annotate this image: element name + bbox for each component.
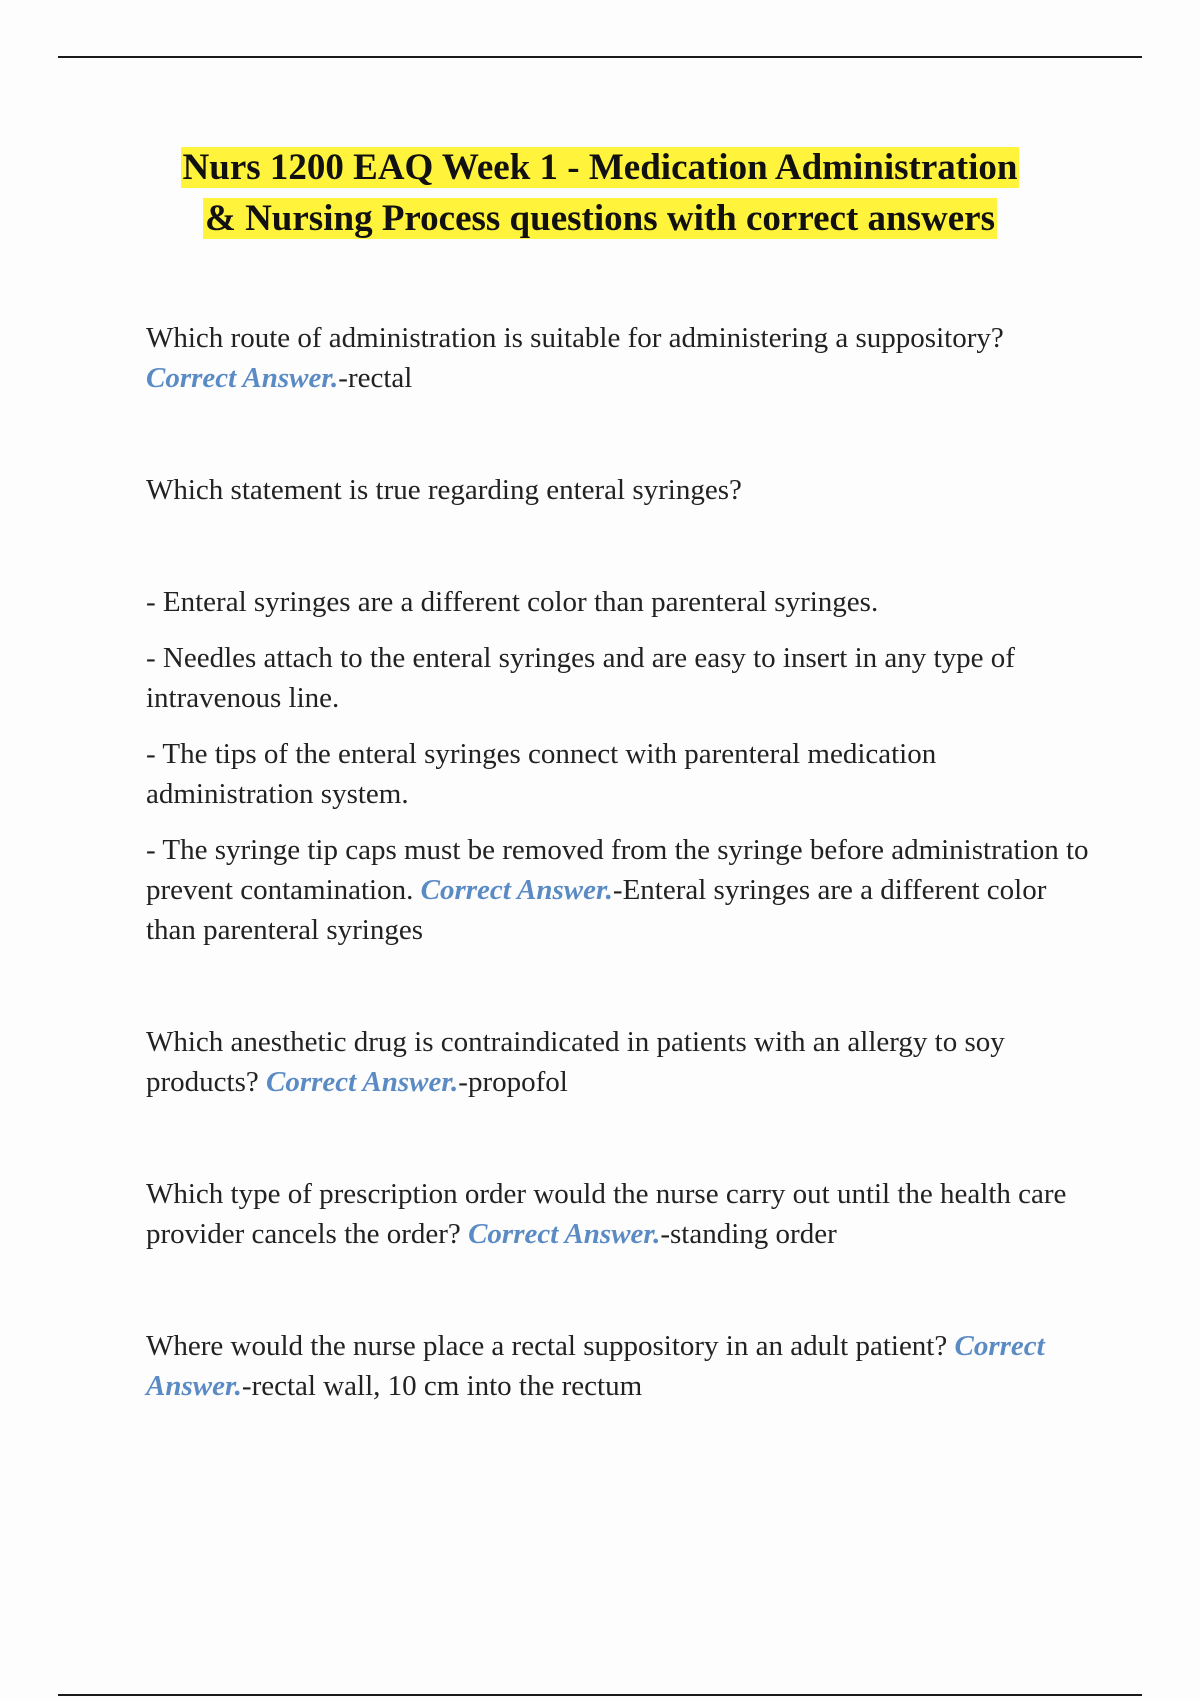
- correct-answer-label: Correct Answer.: [420, 874, 613, 906]
- question-4-text: Which type of prescription order would the nurse carry out until the health care provider cancels the order?: [146, 1178, 1067, 1250]
- question-2-option-1: - Enteral syringes are a different color than parenteral syringes.: [146, 586, 879, 618]
- correct-answer-label: Correct Answer.: [146, 1330, 1045, 1402]
- question-1-text: Which route of administration is suitable for administering a suppository?: [146, 322, 1004, 354]
- question-2-option-3: - The tips of the enteral syringes connect with parenteral medication administration system.: [146, 738, 937, 810]
- question-2-text: Which statement is true regarding enteral syringes?: [146, 474, 742, 506]
- document-title: [100, 142, 1100, 244]
- question-list: [146, 318, 1096, 1406]
- question-4: [146, 1174, 1096, 1254]
- question-3-text: Which anesthetic drug is contraindicated in patients with an allergy to soy products?: [146, 1026, 1005, 1098]
- question-2-answer: -Enteral syringes are a different color than parenteral syringes: [146, 874, 1047, 946]
- question-2-option-4-text: - The syringe tip caps must be removed from the syringe before administration to prevent contamination.: [146, 834, 1089, 906]
- question-3-answer: -propofol: [458, 1066, 568, 1098]
- question-5-text: Where would the nurse place a rectal suppository in an adult patient?: [146, 1330, 948, 1362]
- question-1: [146, 318, 1096, 398]
- question-4-answer: -standing order: [660, 1218, 837, 1250]
- question-5: [146, 1326, 1096, 1406]
- question-2-option-2: - Needles attach to the enteral syringes and are easy to insert in any type of intravenous line.: [146, 642, 1015, 714]
- question-1-answer: -rectal: [338, 362, 413, 394]
- question-2-option-4: [146, 830, 1096, 950]
- correct-answer-label: Correct Answer.: [146, 362, 339, 394]
- correct-answer-label: Correct Answer.: [266, 1066, 459, 1098]
- title-line-1: Nurs 1200 EAQ Week 1 - Medication Administration: [182, 147, 1018, 188]
- title-line-2: & Nursing Process questions with correct answers: [205, 198, 995, 239]
- question-5-answer: -rectal wall, 10 cm into the rectum: [241, 1370, 643, 1402]
- question-3: [146, 1022, 1096, 1102]
- bottom-rule: [58, 1694, 1142, 1696]
- question-2: [146, 470, 1096, 510]
- correct-answer-label: Correct Answer.: [468, 1218, 661, 1250]
- top-rule: [58, 56, 1142, 58]
